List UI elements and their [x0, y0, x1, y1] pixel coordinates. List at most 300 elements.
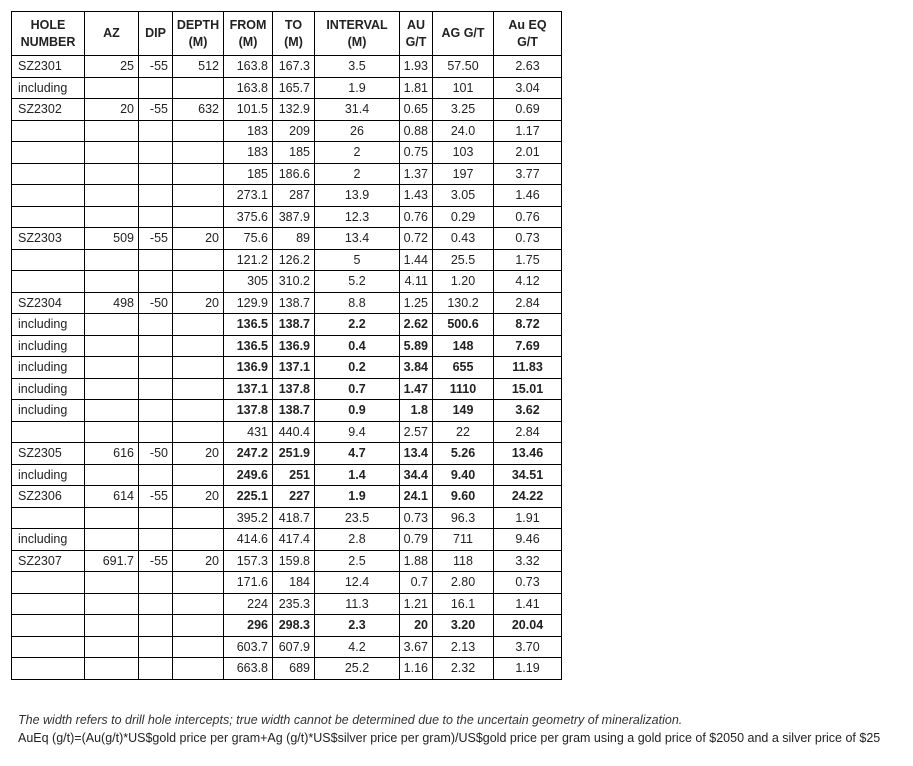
cell-dip	[139, 400, 173, 422]
cell-from: 163.8	[224, 77, 273, 99]
cell-interval: 4.2	[315, 636, 400, 658]
cell-depth	[173, 249, 224, 271]
col-header-dip: DIP	[139, 12, 173, 56]
cell-interval: 9.4	[315, 421, 400, 443]
cell-from: 183	[224, 120, 273, 142]
cell-aueq: 13.46	[494, 443, 562, 465]
cell-az	[85, 249, 139, 271]
cell-hole-number	[12, 658, 85, 680]
cell-hole-number: including	[12, 314, 85, 336]
cell-from: 157.3	[224, 550, 273, 572]
drill-results-table	[11, 11, 562, 680]
cell-aueq: 34.51	[494, 464, 562, 486]
cell-aueq: 24.22	[494, 486, 562, 508]
cell-dip	[139, 615, 173, 637]
cell-interval: 0.4	[315, 335, 400, 357]
cell-from: 129.9	[224, 292, 273, 314]
cell-from: 137.1	[224, 378, 273, 400]
table-header	[12, 12, 562, 56]
cell-from: 249.6	[224, 464, 273, 486]
cell-ag: 9.60	[433, 486, 494, 508]
cell-aueq: 8.72	[494, 314, 562, 336]
cell-to: 184	[273, 572, 315, 594]
cell-interval: 0.9	[315, 400, 400, 422]
cell-ag: 3.20	[433, 615, 494, 637]
cell-from: 224	[224, 593, 273, 615]
header-row	[12, 12, 562, 56]
cell-dip	[139, 529, 173, 551]
cell-aueq: 2.84	[494, 421, 562, 443]
cell-from: 431	[224, 421, 273, 443]
cell-depth	[173, 335, 224, 357]
cell-au: 34.4	[400, 464, 433, 486]
cell-to: 159.8	[273, 550, 315, 572]
cell-dip	[139, 507, 173, 529]
col-header-ag: AG G/T	[433, 12, 494, 56]
cell-depth	[173, 615, 224, 637]
cell-depth	[173, 593, 224, 615]
cell-aueq: 7.69	[494, 335, 562, 357]
table-row	[12, 550, 562, 572]
cell-az: 616	[85, 443, 139, 465]
cell-to: 138.7	[273, 314, 315, 336]
cell-hole-number	[12, 206, 85, 228]
cell-interval: 23.5	[315, 507, 400, 529]
cell-au: 3.67	[400, 636, 433, 658]
cell-from: 136.5	[224, 314, 273, 336]
cell-au: 0.7	[400, 572, 433, 594]
cell-hole-number	[12, 593, 85, 615]
cell-au: 1.8	[400, 400, 433, 422]
cell-ag: 57.50	[433, 56, 494, 78]
cell-from: 395.2	[224, 507, 273, 529]
cell-dip	[139, 314, 173, 336]
cell-depth	[173, 206, 224, 228]
cell-az: 614	[85, 486, 139, 508]
col-header-hole-number: HOLE NUMBER	[12, 12, 85, 56]
cell-from: 603.7	[224, 636, 273, 658]
cell-ag: 500.6	[433, 314, 494, 336]
table-row	[12, 593, 562, 615]
cell-depth	[173, 636, 224, 658]
cell-au: 1.81	[400, 77, 433, 99]
cell-hole-number	[12, 271, 85, 293]
cell-to: 251.9	[273, 443, 315, 465]
col-header-from: FROM (M)	[224, 12, 273, 56]
cell-au: 2.62	[400, 314, 433, 336]
cell-hole-number: SZ2302	[12, 99, 85, 121]
cell-interval: 2.3	[315, 615, 400, 637]
cell-aueq: 0.73	[494, 572, 562, 594]
table-row	[12, 378, 562, 400]
cell-az	[85, 77, 139, 99]
cell-interval: 12.3	[315, 206, 400, 228]
cell-to: 185	[273, 142, 315, 164]
cell-az	[85, 464, 139, 486]
cell-interval: 0.7	[315, 378, 400, 400]
cell-ag: 130.2	[433, 292, 494, 314]
cell-aueq: 9.46	[494, 529, 562, 551]
table-row	[12, 228, 562, 250]
cell-to: 689	[273, 658, 315, 680]
cell-au: 13.4	[400, 443, 433, 465]
cell-az: 20	[85, 99, 139, 121]
cell-from: 663.8	[224, 658, 273, 680]
cell-ag: 16.1	[433, 593, 494, 615]
table-row	[12, 421, 562, 443]
cell-ag: 149	[433, 400, 494, 422]
cell-depth	[173, 120, 224, 142]
cell-hole-number: SZ2301	[12, 56, 85, 78]
cell-interval: 2.5	[315, 550, 400, 572]
cell-hole-number: including	[12, 400, 85, 422]
cell-depth	[173, 572, 224, 594]
cell-ag: 148	[433, 335, 494, 357]
cell-az	[85, 593, 139, 615]
cell-aueq: 2.63	[494, 56, 562, 78]
cell-interval: 31.4	[315, 99, 400, 121]
cell-aueq: 3.62	[494, 400, 562, 422]
cell-to: 186.6	[273, 163, 315, 185]
cell-from: 75.6	[224, 228, 273, 250]
cell-dip: -55	[139, 550, 173, 572]
cell-aueq: 4.12	[494, 271, 562, 293]
table-row	[12, 464, 562, 486]
cell-dip: -55	[139, 56, 173, 78]
cell-interval: 13.9	[315, 185, 400, 207]
cell-az	[85, 529, 139, 551]
cell-ag: 0.29	[433, 206, 494, 228]
cell-au: 1.93	[400, 56, 433, 78]
cell-aueq: 2.84	[494, 292, 562, 314]
cell-dip: -55	[139, 486, 173, 508]
cell-to: 136.9	[273, 335, 315, 357]
cell-interval: 1.9	[315, 486, 400, 508]
cell-hole-number: SZ2303	[12, 228, 85, 250]
cell-az	[85, 206, 139, 228]
cell-au: 0.65	[400, 99, 433, 121]
cell-from: 171.6	[224, 572, 273, 594]
cell-interval: 12.4	[315, 572, 400, 594]
cell-to: 387.9	[273, 206, 315, 228]
cell-dip	[139, 658, 173, 680]
cell-ag: 3.05	[433, 185, 494, 207]
cell-dip	[139, 464, 173, 486]
cell-depth: 20	[173, 292, 224, 314]
cell-to: 167.3	[273, 56, 315, 78]
cell-au: 0.76	[400, 206, 433, 228]
table-row	[12, 142, 562, 164]
cell-hole-number	[12, 572, 85, 594]
cell-au: 1.21	[400, 593, 433, 615]
cell-dip	[139, 335, 173, 357]
cell-ag: 24.0	[433, 120, 494, 142]
cell-to: 89	[273, 228, 315, 250]
cell-interval: 2	[315, 163, 400, 185]
cell-depth: 20	[173, 486, 224, 508]
cell-to: 607.9	[273, 636, 315, 658]
cell-aueq: 1.75	[494, 249, 562, 271]
cell-ag: 25.5	[433, 249, 494, 271]
cell-hole-number	[12, 421, 85, 443]
cell-from: 136.9	[224, 357, 273, 379]
table-row	[12, 400, 562, 422]
cell-hole-number: SZ2306	[12, 486, 85, 508]
cell-depth: 20	[173, 228, 224, 250]
cell-depth	[173, 658, 224, 680]
cell-ag: 2.13	[433, 636, 494, 658]
cell-az: 498	[85, 292, 139, 314]
cell-aueq: 0.69	[494, 99, 562, 121]
cell-to: 132.9	[273, 99, 315, 121]
cell-from: 101.5	[224, 99, 273, 121]
cell-to: 235.3	[273, 593, 315, 615]
cell-au: 1.43	[400, 185, 433, 207]
cell-to: 137.8	[273, 378, 315, 400]
cell-hole-number: including	[12, 77, 85, 99]
width-footnote: The width refers to drill hole intercepts; true width cannot be determined due to the uncertain geometry of mineralization.	[18, 713, 683, 727]
cell-aueq: 3.04	[494, 77, 562, 99]
cell-depth	[173, 507, 224, 529]
table-row	[12, 56, 562, 78]
cell-to: 310.2	[273, 271, 315, 293]
cell-dip: -50	[139, 292, 173, 314]
cell-ag: 101	[433, 77, 494, 99]
cell-from: 185	[224, 163, 273, 185]
cell-to: 418.7	[273, 507, 315, 529]
cell-hole-number: SZ2305	[12, 443, 85, 465]
cell-interval: 5.2	[315, 271, 400, 293]
cell-ag: 1.20	[433, 271, 494, 293]
cell-depth	[173, 378, 224, 400]
cell-az	[85, 314, 139, 336]
cell-hole-number: including	[12, 529, 85, 551]
cell-dip	[139, 636, 173, 658]
cell-aueq: 15.01	[494, 378, 562, 400]
cell-au: 0.73	[400, 507, 433, 529]
cell-interval: 5	[315, 249, 400, 271]
table-footnotes	[18, 711, 910, 747]
cell-dip	[139, 120, 173, 142]
cell-depth: 512	[173, 56, 224, 78]
cell-interval: 0.2	[315, 357, 400, 379]
cell-ag: 197	[433, 163, 494, 185]
table-row	[12, 658, 562, 680]
cell-az: 509	[85, 228, 139, 250]
cell-aueq: 1.91	[494, 507, 562, 529]
cell-ag: 96.3	[433, 507, 494, 529]
cell-depth: 632	[173, 99, 224, 121]
cell-aueq: 3.32	[494, 550, 562, 572]
cell-ag: 2.80	[433, 572, 494, 594]
cell-az	[85, 572, 139, 594]
cell-dip	[139, 249, 173, 271]
cell-hole-number	[12, 636, 85, 658]
cell-from: 163.8	[224, 56, 273, 78]
cell-dip: -55	[139, 99, 173, 121]
cell-dip	[139, 572, 173, 594]
cell-depth: 20	[173, 443, 224, 465]
cell-interval: 2	[315, 142, 400, 164]
cell-interval: 2.2	[315, 314, 400, 336]
cell-hole-number	[12, 615, 85, 637]
cell-aueq: 1.17	[494, 120, 562, 142]
cell-ag: 655	[433, 357, 494, 379]
cell-hole-number	[12, 185, 85, 207]
cell-interval: 13.4	[315, 228, 400, 250]
table-row	[12, 271, 562, 293]
cell-aueq: 3.77	[494, 163, 562, 185]
cell-az	[85, 636, 139, 658]
cell-from: 305	[224, 271, 273, 293]
cell-hole-number: including	[12, 378, 85, 400]
table-row	[12, 77, 562, 99]
table-row	[12, 529, 562, 551]
cell-interval: 25.2	[315, 658, 400, 680]
table-row	[12, 292, 562, 314]
cell-dip	[139, 77, 173, 99]
col-header-depth: DEPTH (M)	[173, 12, 224, 56]
cell-to: 440.4	[273, 421, 315, 443]
cell-az	[85, 142, 139, 164]
cell-hole-number: SZ2304	[12, 292, 85, 314]
cell-depth	[173, 185, 224, 207]
cell-aueq: 1.19	[494, 658, 562, 680]
cell-depth	[173, 400, 224, 422]
table-row	[12, 163, 562, 185]
cell-depth	[173, 271, 224, 293]
cell-aueq: 1.46	[494, 185, 562, 207]
cell-to: 138.7	[273, 292, 315, 314]
cell-au: 1.47	[400, 378, 433, 400]
cell-au: 0.79	[400, 529, 433, 551]
col-header-az: AZ	[85, 12, 139, 56]
aueq-formula-footnote: AuEq (g/t)=(Au(g/t)*US$gold price per gram+Ag (g/t)*US$silver price per gram)/US$gold price per gram using a gold price of $2050 and a silver price of $25	[18, 731, 881, 745]
cell-au: 20	[400, 615, 433, 637]
cell-dip	[139, 378, 173, 400]
col-header-interval: INTERVAL (M)	[315, 12, 400, 56]
cell-au: 1.37	[400, 163, 433, 185]
cell-ag: 103	[433, 142, 494, 164]
cell-az	[85, 357, 139, 379]
cell-to: 251	[273, 464, 315, 486]
cell-from: 414.6	[224, 529, 273, 551]
table-row	[12, 206, 562, 228]
cell-to: 417.4	[273, 529, 315, 551]
table-row	[12, 249, 562, 271]
cell-au: 3.84	[400, 357, 433, 379]
cell-au: 2.57	[400, 421, 433, 443]
cell-depth	[173, 357, 224, 379]
cell-az	[85, 507, 139, 529]
cell-az: 25	[85, 56, 139, 78]
cell-au: 5.89	[400, 335, 433, 357]
cell-hole-number	[12, 163, 85, 185]
cell-to: 287	[273, 185, 315, 207]
cell-from: 137.8	[224, 400, 273, 422]
cell-hole-number: including	[12, 335, 85, 357]
col-header-to: TO (M)	[273, 12, 315, 56]
cell-interval: 8.8	[315, 292, 400, 314]
cell-depth	[173, 163, 224, 185]
cell-au: 0.88	[400, 120, 433, 142]
cell-dip	[139, 185, 173, 207]
cell-ag: 22	[433, 421, 494, 443]
cell-dip	[139, 142, 173, 164]
cell-az	[85, 615, 139, 637]
cell-az	[85, 335, 139, 357]
cell-az	[85, 120, 139, 142]
cell-aueq: 1.41	[494, 593, 562, 615]
table-row	[12, 314, 562, 336]
table-row	[12, 335, 562, 357]
cell-au: 1.88	[400, 550, 433, 572]
cell-hole-number	[12, 249, 85, 271]
table-body	[12, 56, 562, 680]
cell-hole-number	[12, 120, 85, 142]
cell-depth	[173, 77, 224, 99]
cell-au: 1.44	[400, 249, 433, 271]
cell-interval: 11.3	[315, 593, 400, 615]
table-row	[12, 636, 562, 658]
table-row	[12, 120, 562, 142]
col-header-au: AU G/T	[400, 12, 433, 56]
cell-interval: 1.4	[315, 464, 400, 486]
cell-ag: 0.43	[433, 228, 494, 250]
cell-dip	[139, 163, 173, 185]
cell-az	[85, 400, 139, 422]
cell-from: 183	[224, 142, 273, 164]
table-row	[12, 185, 562, 207]
cell-depth	[173, 421, 224, 443]
cell-az	[85, 271, 139, 293]
cell-depth	[173, 142, 224, 164]
cell-from: 136.5	[224, 335, 273, 357]
cell-interval: 4.7	[315, 443, 400, 465]
cell-ag: 1110	[433, 378, 494, 400]
cell-to: 298.3	[273, 615, 315, 637]
cell-ag: 118	[433, 550, 494, 572]
table-row	[12, 615, 562, 637]
cell-ag: 5.26	[433, 443, 494, 465]
table-row	[12, 486, 562, 508]
cell-interval: 3.5	[315, 56, 400, 78]
cell-from: 296	[224, 615, 273, 637]
cell-au: 1.25	[400, 292, 433, 314]
cell-az	[85, 421, 139, 443]
cell-ag: 711	[433, 529, 494, 551]
cell-to: 138.7	[273, 400, 315, 422]
table-row	[12, 443, 562, 465]
cell-az	[85, 658, 139, 680]
cell-interval: 2.8	[315, 529, 400, 551]
cell-au: 24.1	[400, 486, 433, 508]
cell-aueq: 2.01	[494, 142, 562, 164]
cell-dip: -55	[139, 228, 173, 250]
cell-dip	[139, 271, 173, 293]
cell-ag: 2.32	[433, 658, 494, 680]
cell-hole-number	[12, 507, 85, 529]
cell-ag: 9.40	[433, 464, 494, 486]
cell-aueq: 20.04	[494, 615, 562, 637]
cell-aueq: 11.83	[494, 357, 562, 379]
cell-to: 165.7	[273, 77, 315, 99]
cell-au: 4.11	[400, 271, 433, 293]
cell-az	[85, 185, 139, 207]
cell-dip: -50	[139, 443, 173, 465]
cell-depth	[173, 529, 224, 551]
cell-depth: 20	[173, 550, 224, 572]
